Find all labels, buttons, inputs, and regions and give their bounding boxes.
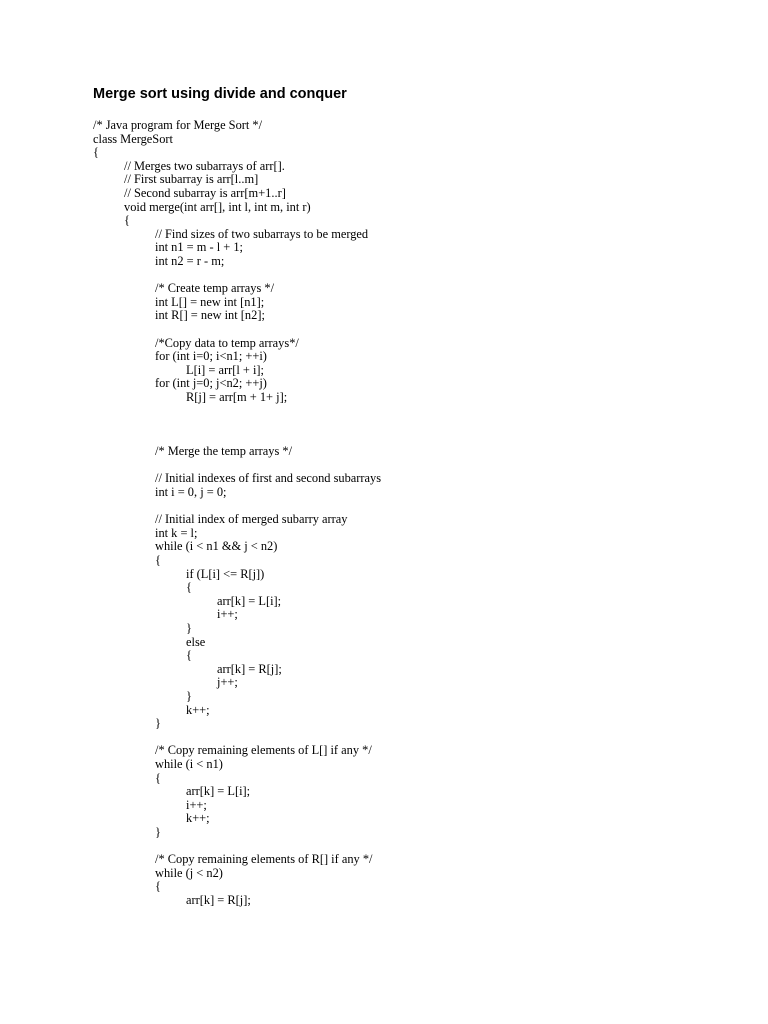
code-blank-line (93, 432, 381, 446)
code-line: /* Create temp arrays */ (155, 281, 275, 296)
code-blank-line (93, 404, 381, 418)
code-line: arr[k] = R[j]; (217, 661, 282, 676)
code-line: int n2 = r - m; (155, 253, 225, 268)
code-line: { (186, 580, 192, 595)
code-blank-line (93, 269, 381, 283)
code-line: else (186, 634, 206, 649)
code-line: arr[k] = L[i]; (217, 593, 282, 608)
code-line: { (124, 213, 130, 228)
code-line: // Find sizes of two subarrays to be merged (155, 226, 369, 241)
code-line: { (186, 648, 192, 663)
code-line: R[j] = arr[m + 1+ j]; (186, 389, 288, 404)
code-line: int i = 0, j = 0; (155, 485, 227, 500)
code-blank-line (93, 459, 381, 473)
code-line: // First subarray is arr[l..m] (124, 172, 259, 187)
code-line: i++; (186, 797, 207, 812)
code-line: arr[k] = R[j]; (186, 892, 251, 907)
code-line: k++; (186, 702, 210, 717)
code-blank-line (93, 500, 381, 514)
code-line: k++; (186, 811, 210, 826)
code-line: int n1 = m - l + 1; (155, 240, 243, 255)
code-line: { (93, 145, 99, 160)
code-line: /* Copy remaining elements of L[] if any */ (155, 743, 372, 758)
code-line: } (186, 620, 192, 635)
code-line: } (155, 824, 161, 839)
code-line: arr[k] = L[i]; (186, 784, 251, 799)
code-line: if (L[i] <= R[j]) (186, 566, 265, 581)
code-blank-line (93, 323, 381, 337)
code-line: /*Copy data to temp arrays*/ (155, 335, 299, 350)
code-blank-line (93, 418, 381, 432)
code-line: /* Copy remaining elements of R[] if any */ (155, 852, 373, 867)
code-line: { (155, 770, 161, 785)
code-line: /* Merge the temp arrays */ (155, 444, 293, 459)
code-line: // Initial index of merged subarry array (155, 512, 348, 527)
code-line: i++; (217, 607, 238, 622)
code-line: for (int j=0; j<n2; ++j) (155, 376, 267, 391)
code-line: // Initial indexes of first and second subarrays (155, 471, 382, 486)
code-line: // Merges two subarrays of arr[]. (124, 158, 285, 173)
code-line: { (155, 553, 161, 567)
document-title: Merge sort using divide and conquer (93, 86, 347, 102)
code-line: } (155, 716, 161, 731)
code-line: // Second subarray is arr[m+1..r] (124, 185, 286, 200)
code-line: int k = l; (155, 525, 198, 540)
code-line: L[i] = arr[l + i]; (186, 362, 264, 377)
code-line: } (186, 688, 192, 703)
code-blank-line (93, 731, 381, 745)
code-line: for (int i=0; i<n1; ++i) (155, 349, 267, 364)
code-line: int R[] = new int [n2]; (155, 308, 265, 323)
java-code-block (93, 119, 381, 907)
code-line: /* Java program for Merge Sort */ (93, 118, 263, 132)
code-blank-line (93, 839, 381, 853)
code-line: while (j < n2) (155, 865, 223, 880)
code-line: { (155, 879, 161, 894)
code-line: class MergeSort (93, 131, 173, 146)
code-line: int L[] = new int [n1]; (155, 294, 265, 309)
code-line: while (i < n1 && j < n2) (155, 539, 278, 554)
code-line: void merge(int arr[], int l, int m, int r) (124, 199, 311, 214)
code-line: while (i < n1) (155, 756, 223, 771)
code-line: j++; (217, 675, 238, 690)
